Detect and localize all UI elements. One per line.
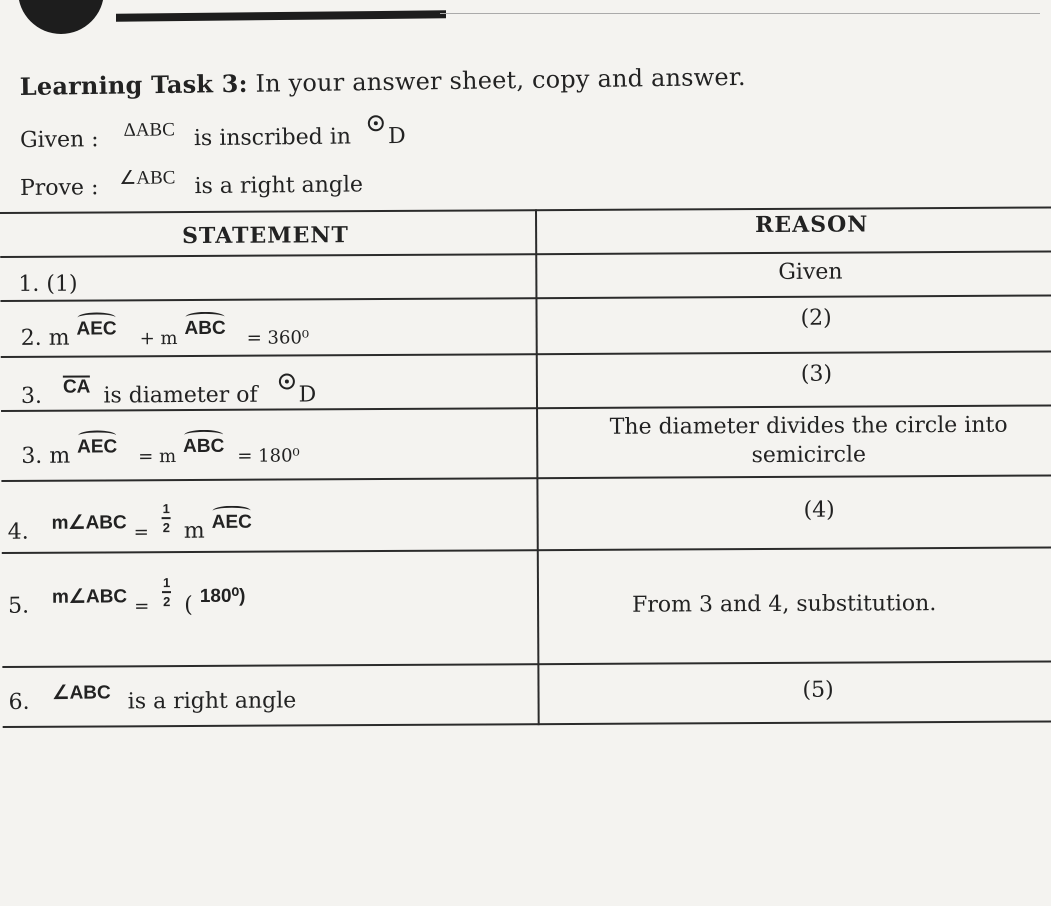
fraction-one-half: [162, 501, 171, 535]
fraction-numerator: 1: [162, 575, 171, 591]
table-divider: [1, 474, 1051, 482]
reason-header: REASON: [755, 211, 869, 239]
angle-abc: ∠ABC: [52, 682, 111, 704]
table-divider: [0, 294, 1051, 302]
row-number: 4.: [7, 519, 29, 545]
angle-measure: m∠ABC: [51, 586, 128, 608]
proof-table: [0, 206, 1051, 727]
arc-abc: ABC: [183, 435, 225, 458]
decorative-number-badge: [18, 0, 104, 34]
equals-360: = 360⁰: [246, 327, 310, 349]
table-divider: [2, 660, 1051, 668]
row-2-reason: (2): [800, 305, 832, 331]
given-text: is inscribed in: [193, 124, 352, 152]
table-divider: [1, 350, 1051, 358]
table-divider: [0, 250, 1051, 258]
fraction-one-half: [162, 575, 171, 609]
row-number: 2.: [20, 325, 42, 351]
fraction-denominator: 2: [162, 519, 170, 535]
given-line: [19, 119, 406, 153]
row-7-reason: (5): [802, 677, 834, 703]
row-number: 6.: [8, 689, 30, 715]
circle-label: D: [298, 382, 317, 408]
measure-m: m: [183, 518, 205, 544]
row-5-reason: (4): [803, 497, 835, 523]
row-7-statement: [8, 682, 297, 715]
right-angle-text: is a right angle: [127, 688, 297, 715]
equals-m: = m: [138, 446, 177, 468]
table-column-divider: [535, 209, 540, 725]
row-4-reason: [581, 413, 1036, 469]
fraction-bar: [162, 517, 171, 519]
equals-180: = 180⁰: [237, 445, 300, 467]
given-circle-label: D: [387, 123, 406, 150]
prove-label: Prove :: [19, 175, 99, 201]
task-instruction: In your answer sheet, copy and answer.: [255, 62, 746, 98]
equals-sign: =: [133, 521, 149, 544]
task-heading: [20, 62, 746, 101]
fraction-bar: [162, 591, 171, 593]
reason-line-1: The diameter divides the circle into: [609, 412, 1008, 440]
reason-line-2: semicircle: [751, 442, 867, 469]
plus-m: + m: [139, 328, 178, 350]
row-4-statement: [21, 435, 300, 469]
row-number: 5.: [7, 593, 30, 619]
given-triangle: ΔABC: [123, 119, 175, 141]
segment-ca: CA: [62, 376, 91, 398]
value-180: 180⁰): [199, 585, 246, 607]
statement-header: STATEMENT: [182, 222, 349, 250]
row-3-statement: [20, 376, 317, 409]
equals-sign: =: [134, 595, 150, 618]
diameter-text: is diameter of: [103, 382, 258, 409]
measure-m: m: [49, 443, 71, 469]
table-border-top: [0, 206, 1051, 214]
row-5-statement: [7, 501, 252, 550]
row-6-statement: [7, 575, 246, 624]
fraction-numerator: 1: [162, 501, 170, 517]
task-label: Learning Task 3:: [19, 68, 248, 101]
arc-abc: ABC: [184, 317, 226, 340]
row-2-statement: [20, 317, 310, 351]
fraction-denominator: 2: [163, 593, 171, 609]
row-6-reason: From 3 and 4, substitution.: [632, 591, 937, 618]
arc-aec: AEC: [211, 511, 252, 533]
angle-measure: m∠ABC: [51, 512, 127, 534]
prove-angle: ∠ABC: [119, 167, 176, 189]
prove-text: is a right angle: [194, 172, 364, 200]
divider: [440, 13, 1040, 14]
arc-aec: AEC: [77, 436, 118, 458]
measure-m: m: [48, 325, 70, 351]
arc-aec: AEC: [76, 318, 117, 340]
circle-dot-icon: [368, 115, 384, 131]
row-number: 3.: [21, 443, 43, 469]
row-1-reason: Given: [778, 259, 843, 285]
given-label: Given :: [19, 127, 99, 153]
prove-line: [19, 167, 364, 201]
row-number: 3.: [20, 383, 43, 409]
decorative-title-bar: [116, 10, 446, 21]
circle-dot-icon: [279, 373, 295, 389]
row-3-reason: (3): [800, 361, 833, 387]
table-border-bottom: [3, 720, 1051, 728]
open-paren: (: [184, 592, 193, 618]
row-1-statement: 1. (1): [18, 271, 78, 297]
